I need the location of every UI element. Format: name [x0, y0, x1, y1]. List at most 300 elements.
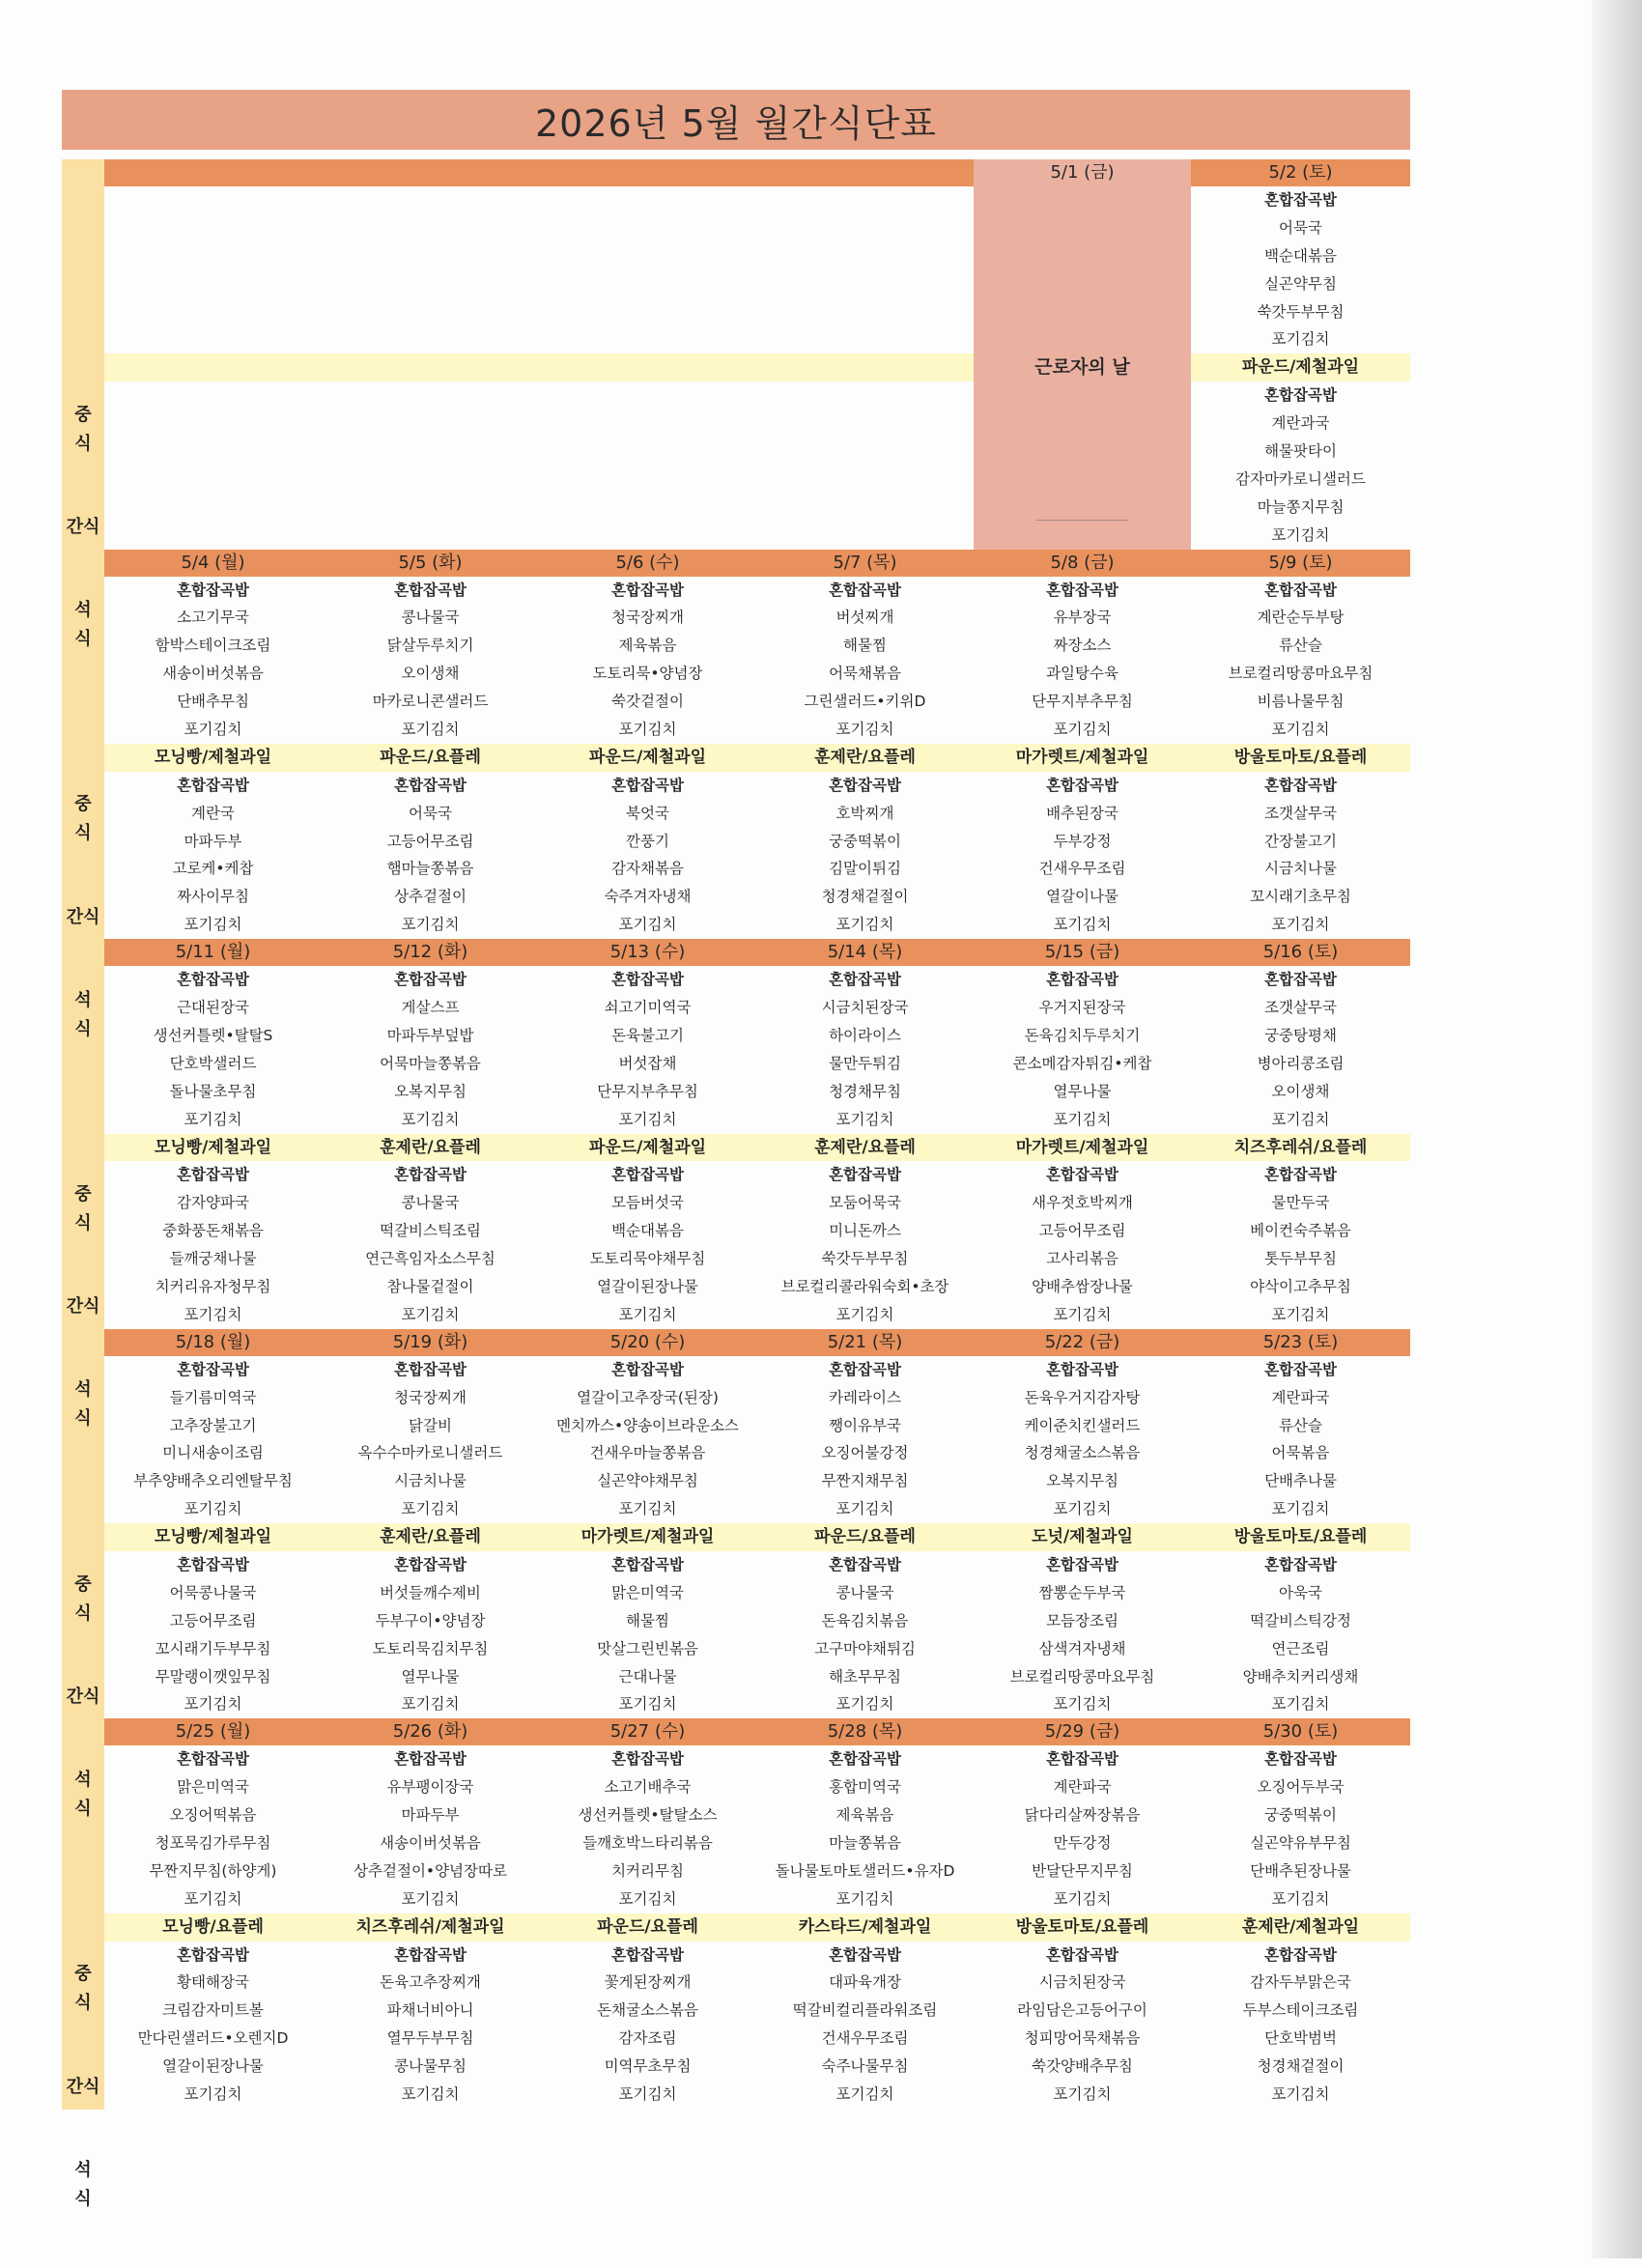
dinner-row — [104, 1217, 1410, 1245]
menu-cell — [322, 382, 539, 410]
menu-cell: 혼합잡곡밥 — [611, 1360, 684, 1378]
menu-cell — [756, 326, 974, 354]
menu-cell: 비름나물무침 — [1257, 693, 1345, 711]
date-header-row — [104, 550, 1410, 577]
menu-cell: 포기김치 — [401, 1889, 460, 1908]
menu-cell: 돈육김치두루치기 — [1024, 1026, 1141, 1044]
menu-cell: 포기김치 — [1271, 721, 1330, 739]
menu-cell: 혼합잡곡밥 — [829, 1360, 901, 1378]
menu-cell — [539, 298, 756, 326]
menu-cell: 오복지무침 — [1046, 1472, 1118, 1490]
menu-cell: 콘소메감자튀김•케찹 — [1012, 1054, 1152, 1072]
menu-cell: 혼합잡곡밥 — [177, 1555, 249, 1573]
menu-row — [104, 298, 1410, 326]
menu-cell: 버섯찌개 — [835, 609, 894, 627]
menu-cell: 미니새송이조림 — [162, 1444, 264, 1462]
menu-cell: 혼합잡곡밥 — [1046, 971, 1118, 989]
menu-cell: 쑥갓두부무침 — [1257, 302, 1345, 321]
menu-cell — [322, 270, 539, 298]
menu-cell: 류산슬 — [1279, 1416, 1322, 1434]
side-label-dinner — [62, 931, 104, 1098]
menu-cell — [104, 494, 322, 522]
menu-cell: 궁중떡볶이 — [1264, 1806, 1337, 1825]
menu-cell: 쨍이유부국 — [829, 1416, 901, 1434]
menu-cell: 포기김치 — [1271, 2085, 1330, 2103]
menu-cell: 하이라이스 — [829, 1026, 901, 1044]
dinner-row — [104, 1189, 1410, 1217]
menu-cell — [322, 522, 539, 550]
menu-cell: 혼합잡곡밥 — [394, 1360, 467, 1378]
menu-cell: 혼합잡곡밥 — [1264, 581, 1337, 599]
menu-cell: 꼬시래기초무침 — [1250, 888, 1351, 906]
menu-cell: 마파두부덮밥 — [386, 1026, 474, 1044]
menu-cell: 소고기배추국 — [604, 1778, 692, 1797]
menu-cell: 포기김치 — [184, 1889, 242, 1908]
menu-cell: 물만두튀김 — [829, 1054, 901, 1072]
menu-cell: 두부강정 — [1053, 832, 1112, 850]
side-label-dinner-char: 식 — [74, 1799, 92, 1820]
menu-cell: 북엇국 — [626, 804, 669, 822]
menu-cell: 고등어무조림 — [1038, 1222, 1126, 1240]
menu-cell: 떡갈비컬리플라워조림 — [792, 2001, 938, 2020]
snack-cell: 마가렛트/제철과일 — [1015, 747, 1149, 767]
side-label-snack — [62, 2073, 104, 2101]
menu-cell: 혼합잡곡밥 — [829, 776, 901, 794]
menu-cell: 무짠지무침(하양게) — [149, 1861, 277, 1880]
menu-cell: 어묵국 — [409, 804, 452, 822]
menu-cell: 포기김치 — [835, 721, 894, 739]
menu-cell: 포기김치 — [184, 1305, 242, 1323]
side-label-lunch-char: 중 — [74, 404, 92, 425]
snack-cell: 파운드/요플레 — [597, 1916, 698, 1937]
date-header: 5/18 (월) — [175, 1331, 251, 1352]
lunch-row — [104, 604, 1410, 632]
snack-cell: 모닝빵/요플레 — [162, 1916, 264, 1937]
menu-cell: 혼합잡곡밥 — [177, 1360, 249, 1378]
menu-cell: 콩나물국 — [401, 609, 460, 627]
menu-cell: 혼합잡곡밥 — [1046, 581, 1118, 599]
menu-cell: 건새우마늘쫑볶음 — [589, 1444, 706, 1462]
menu-cell: 열갈이고추장국(된장) — [577, 1388, 719, 1406]
menu-cell: 청경채무침 — [829, 1082, 901, 1100]
menu-cell: 옥수수마카로니샐러드 — [357, 1444, 503, 1462]
menu-cell: 베이컨숙주볶음 — [1250, 1222, 1351, 1240]
menu-cell: 마카로니콘샐러드 — [372, 693, 489, 711]
menu-cell: 들깨호박느타리볶음 — [582, 1833, 713, 1852]
menu-cell — [756, 214, 974, 242]
dinner-row — [104, 2025, 1410, 2053]
menu-cell: 열갈이나물 — [1046, 888, 1118, 906]
menu-cell: 제육볶음 — [618, 637, 677, 655]
dinner-row — [104, 772, 1410, 800]
menu-cell: 고로케•케찹 — [172, 860, 254, 878]
menu-cell: 포기김치 — [1271, 1110, 1330, 1128]
menu-cell — [104, 382, 322, 410]
menu-cell: 버섯들깨수제비 — [380, 1583, 481, 1602]
menu-cell: 해물찜 — [626, 1611, 669, 1630]
menu-cell: 돈육우거지감자탕 — [1024, 1388, 1141, 1406]
menu-cell: 포기김치 — [184, 916, 242, 934]
menu-cell — [539, 382, 756, 410]
menu-cell: 포기김치 — [401, 1110, 460, 1128]
menu-cell: 혼합잡곡밥 — [394, 1945, 467, 1964]
menu-cell: 고사리볶음 — [1046, 1250, 1118, 1268]
menu-cell — [756, 494, 974, 522]
menu-cell: 포기김치 — [1053, 1500, 1112, 1518]
menu-cell — [104, 522, 322, 550]
date-header: 5/27 (수) — [609, 1721, 686, 1743]
menu-cell: 계란국 — [191, 804, 235, 822]
menu-cell: 혼합잡곡밥 — [394, 971, 467, 989]
snack-cell: 파운드/요플레 — [380, 747, 481, 767]
menu-cell: 혼합잡곡밥 — [177, 1750, 249, 1769]
menu-cell: 호박찌개 — [835, 804, 894, 822]
menu-cell: 떡갈비스틱조림 — [380, 1222, 481, 1240]
menu-cell: 무짠지채무침 — [821, 1472, 909, 1490]
menu-cell: 혼합잡곡밥 — [611, 776, 684, 794]
snack-cell: 훈제란/제철과일 — [1241, 1916, 1360, 1937]
lunch-row — [104, 716, 1410, 744]
menu-cell — [539, 494, 756, 522]
menu-cell: 포기김치 — [618, 1110, 677, 1128]
side-label-lunch — [62, 1906, 104, 2073]
menu-cell: 콩나물국 — [835, 1583, 894, 1602]
menu-cell: 맛살그린빈볶음 — [597, 1639, 698, 1658]
menu-cell — [104, 270, 322, 298]
menu-cell: 혼합잡곡밥 — [1264, 386, 1337, 405]
menu-cell: 라임담은고등어구이 — [1017, 2001, 1147, 2020]
menu-cell — [539, 186, 756, 214]
menu-cell: 미니돈까스 — [829, 1222, 901, 1240]
menu-cell: 김말이튀김 — [829, 860, 901, 878]
menu-cell: 맑은미역국 — [177, 1778, 249, 1797]
menu-cell: 혼합잡곡밥 — [611, 1555, 684, 1573]
menu-cell: 유부팽이장국 — [386, 1778, 474, 1797]
menu-cell: 단무지부추무침 — [1032, 693, 1133, 711]
week-4 — [104, 1329, 1410, 1719]
menu-cell: 파채너비아니 — [386, 2001, 474, 2020]
side-label-snack-text: 간식 — [66, 2076, 100, 2097]
dinner-row — [104, 855, 1410, 883]
menu-cell: 상추겉절이 — [394, 888, 467, 906]
menu-cell: 마늘쫑지무침 — [1257, 497, 1345, 516]
side-label-dinner-char: 석 — [74, 2159, 92, 2180]
menu-cell: 도토리묵김치무침 — [372, 1639, 489, 1658]
snack-row — [104, 1134, 1410, 1162]
menu-cell — [539, 214, 756, 242]
lunch-row — [104, 1022, 1410, 1050]
menu-cell: 포기김치 — [401, 721, 460, 739]
menu-cell: 포기김치 — [618, 1500, 677, 1518]
side-label-dinner-char: 석 — [74, 599, 92, 620]
lunch-row — [104, 1495, 1410, 1523]
menu-row — [104, 382, 1410, 410]
menu-cell: 참나물겉절이 — [386, 1277, 474, 1295]
dinner-row — [104, 883, 1410, 911]
menu-cell: 포기김치 — [401, 916, 460, 934]
menu-cell: 감자조림 — [618, 2029, 677, 2048]
date-header-row — [104, 939, 1410, 966]
side-label-lunch — [62, 1125, 104, 1292]
date-header: 5/4 (월) — [181, 552, 245, 573]
date-header: 5/1 (금) — [974, 159, 1191, 186]
menu-cell: 실곤약무침 — [1264, 274, 1337, 293]
side-label-lunch-char: 식 — [74, 1602, 92, 1624]
menu-cell: 닭갈비 — [409, 1416, 452, 1434]
lunch-row — [104, 966, 1410, 994]
side-label-dinner — [62, 2101, 104, 2268]
menu-cell — [539, 326, 756, 354]
page-title: 2026년 5월 월간식단표 — [62, 90, 1410, 150]
side-label-lunch — [62, 346, 104, 513]
menu-cell: 카레라이스 — [829, 1388, 901, 1406]
menu-cell: 포기김치 — [1053, 916, 1112, 934]
menu-cell: 포기김치 — [401, 1695, 460, 1714]
dinner-row — [104, 1551, 1410, 1579]
menu-cell: 짜장소스 — [1053, 637, 1112, 655]
side-label-lunch-char: 중 — [74, 794, 92, 815]
date-header: 5/20 (수) — [609, 1331, 686, 1352]
snack-cell: 훈제란/요플레 — [380, 1527, 481, 1547]
menu-cell: 해물팟타이 — [1264, 442, 1337, 461]
menu-cell: 혼합잡곡밥 — [394, 776, 467, 794]
menu-cell: 마파두부 — [184, 832, 242, 850]
menu-cell: 닭다리살짜장볶음 — [1024, 1806, 1141, 1825]
menu-cell — [104, 214, 322, 242]
date-header: 5/30 (토) — [1262, 1721, 1339, 1743]
menu-cell: 돌나물초무침 — [169, 1082, 257, 1100]
menu-cell: 열무두부무침 — [386, 2029, 474, 2048]
menu-cell: 도토리묵•양념장 — [592, 665, 703, 683]
menu-cell: 근대된장국 — [177, 999, 249, 1017]
side-label-snack-text: 간식 — [66, 906, 100, 927]
menu-cell: 어묵마늘쫑볶음 — [380, 1054, 481, 1072]
menu-cell: 소고기무국 — [177, 609, 249, 627]
side-label-snack — [62, 513, 104, 541]
menu-cell: 혼합잡곡밥 — [1264, 1360, 1337, 1378]
dinner-row — [104, 800, 1410, 828]
menu-cell: 혼합잡곡밥 — [394, 581, 467, 599]
menu-cell: 오이생채 — [1271, 1082, 1330, 1100]
menu-cell: 혼합잡곡밥 — [611, 581, 684, 599]
date-header: 5/19 (화) — [392, 1331, 468, 1352]
menu-cell: 두부스테이크조림 — [1242, 2001, 1359, 2020]
date-header: 5/29 (금) — [1044, 1721, 1120, 1743]
menu-cell: 단무지부추무침 — [597, 1082, 698, 1100]
menu-cell — [539, 242, 756, 270]
menu-cell — [756, 354, 974, 382]
menu-cell: 혼합잡곡밥 — [1046, 1555, 1118, 1573]
date-header: 5/23 (토) — [1262, 1331, 1339, 1352]
menu-cell: 황태해장국 — [177, 1973, 249, 1992]
menu-cell: 과일탕수육 — [1046, 665, 1118, 683]
lunch-row — [104, 1857, 1410, 1885]
menu-cell — [104, 186, 322, 214]
menu-cell: 혼합잡곡밥 — [1264, 971, 1337, 989]
menu-cell: 모듬장조림 — [1046, 1611, 1118, 1630]
date-header: 5/5 (화) — [398, 552, 463, 573]
menu-cell: 두부구이•양념장 — [375, 1611, 486, 1630]
menu-cell: 치커리유자청무침 — [155, 1277, 271, 1295]
menu-cell: 무말랭이깻잎무침 — [155, 1667, 271, 1686]
menu-cell: 새송이버섯볶음 — [380, 1833, 481, 1852]
menu-cell: 포기김치 — [618, 2085, 677, 2103]
menu-cell: 혼합잡곡밥 — [1264, 1166, 1337, 1184]
menu-cell: 혼합잡곡밥 — [1264, 191, 1337, 209]
dinner-row — [104, 2081, 1410, 2109]
menu-cell: 포기김치 — [184, 1500, 242, 1518]
side-label-dinner-char: 석 — [74, 989, 92, 1010]
snack-cell: 마가렛트/제철과일 — [1015, 1137, 1149, 1157]
menu-cell: 어묵국 — [1279, 218, 1322, 237]
menu-cell: 혼합잡곡밥 — [829, 971, 901, 989]
menu-cell: 시금치나물 — [394, 1472, 467, 1490]
menu-cell: 돌나물토마토샐러드•유자D — [775, 1861, 955, 1880]
menu-cell: 근대나물 — [618, 1667, 677, 1686]
menu-cell: 오징어불강정 — [821, 1444, 909, 1462]
menu-cell: 혼합잡곡밥 — [394, 1750, 467, 1769]
menu-cell: 연근조림 — [1271, 1639, 1330, 1658]
menu-row — [104, 326, 1410, 354]
menu-cell: 계란파국 — [1053, 1778, 1112, 1797]
menu-cell: 그린샐러드•키위D — [804, 693, 926, 711]
date-header: 5/7 (목) — [833, 552, 897, 573]
menu-cell: 혼합잡곡밥 — [177, 1945, 249, 1964]
snack-cell: 파운드/요플레 — [814, 1527, 916, 1547]
menu-cell: 열무나물 — [1053, 1082, 1112, 1100]
menu-cell: 포기김치 — [835, 1305, 894, 1323]
side-label-dinner-char: 석 — [74, 1770, 92, 1791]
menu-cell: 제육볶음 — [835, 1806, 894, 1825]
menu-cell: 시금치된장국 — [1038, 1973, 1126, 1992]
menu-cell: 열갈이된장나물 — [597, 1277, 698, 1295]
dinner-row — [104, 2053, 1410, 2081]
menu-cell — [756, 522, 974, 550]
menu-cell: 혼합잡곡밥 — [1264, 1945, 1337, 1964]
menu-cell: 백순대볶음 — [1264, 246, 1337, 265]
dinner-row — [104, 1663, 1410, 1691]
menu-cell: 청피망어묵채볶음 — [1024, 2029, 1141, 2048]
menu-cell: 꼬시래기두부무침 — [155, 1639, 271, 1658]
lunch-row — [104, 994, 1410, 1022]
date-header: 5/25 (월) — [175, 1721, 251, 1743]
snack-cell: 방울토마토/요플레 — [1015, 1916, 1149, 1937]
date-header-row — [104, 1329, 1410, 1356]
snack-cell: 치즈후레쉬/제철과일 — [355, 1916, 505, 1937]
menu-cell: 도토리묵야채무침 — [589, 1250, 706, 1268]
menu-cell: 고등어무조림 — [386, 832, 474, 850]
side-label-lunch-char: 식 — [74, 823, 92, 844]
menu-cell: 단호박샐러드 — [169, 1054, 257, 1072]
menu-cell: 포기김치 — [1271, 1889, 1330, 1908]
menu-cell: 포기김치 — [1053, 721, 1112, 739]
lunch-row — [104, 1106, 1410, 1134]
menu-cell: 혼합잡곡밥 — [1264, 776, 1337, 794]
menu-cell: 포기김치 — [835, 1695, 894, 1714]
side-label-lunch-char: 식 — [74, 1213, 92, 1234]
holiday-underline — [1036, 520, 1128, 521]
menu-cell: 포기김치 — [618, 916, 677, 934]
menu-cell — [756, 438, 974, 466]
lunch-row — [104, 1439, 1410, 1467]
lunch-row — [104, 1356, 1410, 1384]
menu-cell: 혼합잡곡밥 — [829, 1750, 901, 1769]
date-header: 5/6 (수) — [615, 552, 680, 573]
menu-row — [104, 242, 1410, 270]
side-label-snack — [62, 903, 104, 931]
menu-cell: 야삭이고추무침 — [1250, 1277, 1351, 1295]
menu-cell: 혼합잡곡밥 — [829, 581, 901, 599]
lunch-row — [104, 660, 1410, 688]
menu-cell — [104, 410, 322, 438]
menu-cell: 마늘쫑볶음 — [829, 1833, 901, 1852]
menu-cell — [539, 354, 756, 382]
snack-row — [104, 354, 1410, 382]
date-header — [539, 159, 756, 186]
menu-cell: 톳두부무침 — [1264, 1250, 1337, 1268]
menu-cell: 포기김치 — [1271, 1500, 1330, 1518]
menu-cell: 포기김치 — [618, 721, 677, 739]
menu-cell — [756, 270, 974, 298]
menu-cell: 생선커틀렛•탈탈S — [153, 1026, 273, 1044]
menu-cell — [322, 186, 539, 214]
menu-cell: 감자마카로니샐러드 — [1235, 469, 1366, 488]
dinner-row — [104, 1579, 1410, 1607]
side-label-lunch — [62, 1516, 104, 1683]
menu-cell: 맑은미역국 — [611, 1583, 684, 1602]
menu-cell: 브로컬리땅콩마요무침 — [1009, 1667, 1155, 1686]
menu-cell: 모둠어묵국 — [829, 1194, 901, 1212]
menu-cell: 혼합잡곡밥 — [829, 1166, 901, 1184]
date-header: 5/9 (토) — [1268, 552, 1333, 573]
lunch-row — [104, 688, 1410, 716]
snack-cell: 훈제란/요플레 — [814, 747, 916, 767]
menu-cell: 짜사이무침 — [177, 888, 249, 906]
lunch-row — [104, 1384, 1410, 1412]
menu-cell: 돈채굴소스볶음 — [597, 2001, 698, 2020]
menu-cell: 청포묵김가루무침 — [155, 1833, 271, 1852]
menu-cell: 우거지된장국 — [1038, 999, 1126, 1017]
menu-cell: 짬뽕순두부국 — [1038, 1583, 1126, 1602]
lunch-row — [104, 1885, 1410, 1914]
menu-cell: 단호박범벅 — [1264, 2029, 1337, 2048]
menu-cell — [756, 186, 974, 214]
menu-cell: 햄마늘쫑볶음 — [386, 860, 474, 878]
menu-cell: 아욱국 — [1279, 1583, 1322, 1602]
menu-cell: 모듬버섯국 — [611, 1194, 684, 1212]
menu-cell: 실곤약유부무침 — [1250, 1833, 1351, 1852]
menu-cell: 포기김치 — [618, 1889, 677, 1908]
date-header: 5/22 (금) — [1044, 1331, 1120, 1352]
side-label-lunch-char: 중 — [74, 1964, 92, 1985]
menu-cell: 고등어무조림 — [169, 1611, 257, 1630]
side-label-snack-text: 간식 — [66, 1296, 100, 1318]
menu-cell — [104, 466, 322, 494]
snack-cell: 방울토마토/요플레 — [1233, 1527, 1368, 1547]
date-header: 5/21 (목) — [827, 1331, 903, 1352]
menu-cell: 포기김치 — [835, 2085, 894, 2103]
side-label-dinner — [62, 1711, 104, 1878]
menu-cell: 어묵볶음 — [1271, 1444, 1330, 1462]
menu-cell: 해초무무침 — [829, 1667, 901, 1686]
menu-cell: 혼합잡곡밥 — [394, 1555, 467, 1573]
menu-cell: 새우젓호박찌개 — [1032, 1194, 1133, 1212]
side-label-snack — [62, 1293, 104, 1321]
menu-cell: 배추된장국 — [1046, 804, 1118, 822]
dinner-row — [104, 1273, 1410, 1301]
menu-cell: 떡갈비스틱강정 — [1250, 1611, 1351, 1630]
menu-row — [104, 466, 1410, 494]
